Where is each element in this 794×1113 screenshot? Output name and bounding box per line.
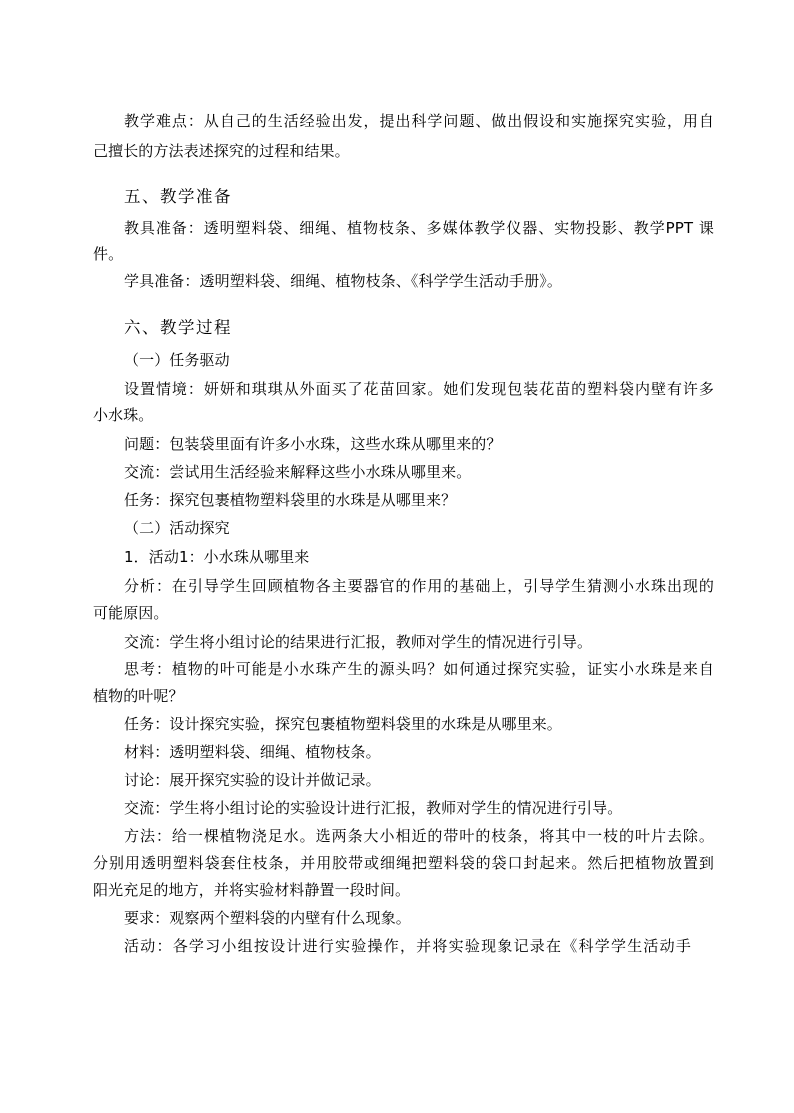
activity-line-1: 活动：各学习小组按设计进行实验操作，并将实验现象记录在《科学学生活动手 bbox=[124, 937, 691, 955]
task: 任务：探究包裹植物塑料袋里的水珠是从哪里来？ bbox=[124, 491, 457, 509]
discussion: 讨论：展开探究实验的设计并做记录。 bbox=[124, 771, 381, 789]
scenario-line-2: 小水珠。 bbox=[93, 406, 154, 424]
difficulty-line-1: 教学难点：从自己的生活经验出发，提出科学问题、做出假设和实施探究实验，用自 bbox=[124, 112, 714, 130]
scenario-line-1: 设置情境：妍妍和琪琪从外面买了花苗回家。她们发现包装花苗的塑料袋内壁有许多 bbox=[124, 380, 714, 398]
method-line-2: 分别用透明塑料袋套住枝条，并用胶带或细绳把塑料袋的袋口封起来。然后把植物放置到 bbox=[93, 854, 714, 872]
requirement: 要求：观察两个塑料袋的内壁有什么现象。 bbox=[124, 909, 411, 927]
part-2-title: （二）活动探究 bbox=[124, 519, 230, 537]
exchange-1: 交流：学生将小组讨论的结果进行汇报，教师对学生的情况进行引导。 bbox=[124, 633, 593, 651]
method-line-1: 方法：给一棵植物浇足水。选两条大小相近的带叶的枝条，将其中一枝的叶片去除。 bbox=[124, 827, 714, 845]
task-2: 任务：设计探究实验，探究包裹植物塑料袋里的水珠是从哪里来。 bbox=[124, 715, 562, 733]
part-1-title: （一）任务驱动 bbox=[124, 351, 230, 369]
activity-1-title: 1．活动1：小水珠从哪里来 bbox=[124, 548, 310, 566]
student-prep: 学具准备：透明塑料袋、细绳、植物枝条、《科学学生活动手册》。 bbox=[124, 272, 563, 290]
think-line-1: 思考：植物的叶可能是小水珠产生的源头吗？如何通过探究实验，证实小水珠是来自 bbox=[124, 660, 714, 678]
teacher-prep-line-2: 件。 bbox=[93, 245, 124, 263]
exchange: 交流：尝试用生活经验来解释这些小水珠从哪里来。 bbox=[124, 463, 472, 481]
question: 问题：包装袋里面有许多小水珠，这些水珠从哪里来的？ bbox=[124, 435, 502, 453]
teacher-prep-line-1: 教具准备：透明塑料袋、细绳、植物枝条、多媒体教学仪器、实物投影、教学PPT 课 bbox=[124, 219, 714, 237]
section-5-title: 五、教学准备 bbox=[124, 187, 232, 206]
difficulty-line-2: 己擅长的方法表述探究的过程和结果。 bbox=[93, 142, 350, 160]
method-line-3: 阳光充足的地方，并将实验材料静置一段时间。 bbox=[93, 881, 411, 899]
exchange-2: 交流：学生将小组讨论的实验设计进行汇报，教师对学生的情况进行引导。 bbox=[124, 799, 623, 817]
materials: 材料：透明塑料袋、细绳、植物枝条。 bbox=[124, 743, 381, 761]
analysis-line-2: 可能原因。 bbox=[93, 604, 169, 622]
think-line-2: 植物的叶呢？ bbox=[93, 687, 184, 705]
analysis-line-1: 分析：在引导学生回顾植物各主要器官的作用的基础上，引导学生猜测小水珠出现的 bbox=[124, 577, 714, 595]
section-6-title: 六、教学过程 bbox=[124, 318, 232, 337]
